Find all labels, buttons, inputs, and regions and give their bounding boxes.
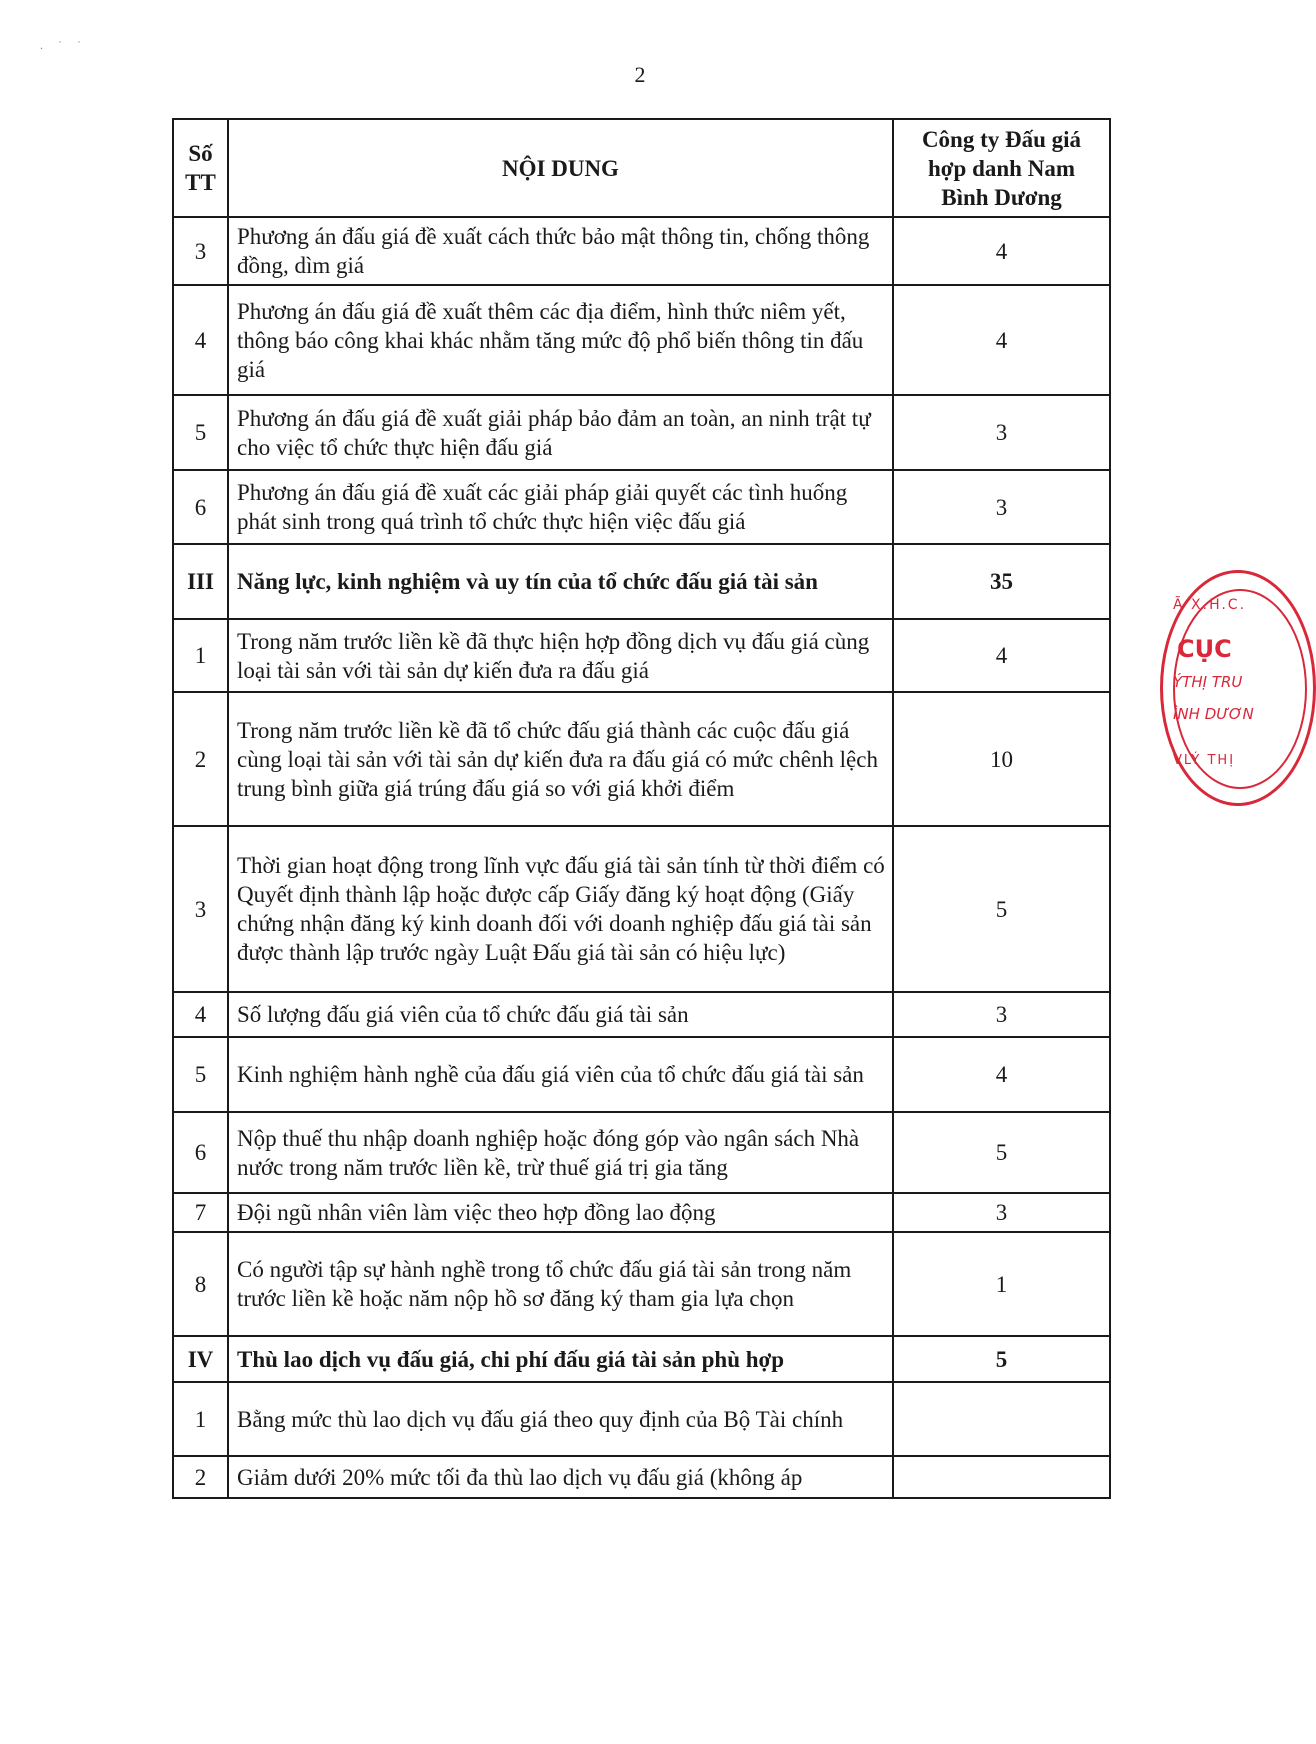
- row-stt: 6: [173, 470, 228, 544]
- table-row: [173, 1037, 1110, 1112]
- row-stt: 5: [173, 395, 228, 470]
- page-number: 2: [634, 62, 646, 87]
- row-content: Phương án đấu giá đề xuất các giải pháp giải quyết các tình huống phát sinh trong quá trình tổ chức thực hiện việc đấu giá: [228, 470, 893, 544]
- row-score: 3: [893, 470, 1110, 544]
- row-score: 4: [893, 217, 1110, 285]
- row-stt: 5: [173, 1037, 228, 1112]
- table-row: [173, 1112, 1110, 1193]
- row-stt: 4: [173, 285, 228, 395]
- row-score: [893, 1456, 1110, 1498]
- row-stt: 2: [173, 1456, 228, 1498]
- row-score: 5: [893, 1112, 1110, 1193]
- row-stt: 4: [173, 992, 228, 1037]
- row-score: 5: [893, 826, 1110, 992]
- header-score: Công ty Đấu giá hợp danh Nam Bình Dương: [893, 119, 1110, 217]
- table-row: [173, 217, 1110, 285]
- row-stt: 7: [173, 1193, 228, 1232]
- row-stt: 3: [173, 217, 228, 285]
- row-stt: 8: [173, 1232, 228, 1336]
- row-content: Bằng mức thù lao dịch vụ đấu giá theo quy định của Bộ Tài chính: [228, 1382, 893, 1456]
- row-content: Giảm dưới 20% mức tối đa thù lao dịch vụ đấu giá (không áp: [228, 1456, 893, 1498]
- seal-text: VLÝ THỊ: [1173, 753, 1236, 768]
- row-stt: 3: [173, 826, 228, 992]
- table-row: [173, 285, 1110, 395]
- row-score: [893, 1382, 1110, 1456]
- table-row: [173, 1456, 1110, 1498]
- section-row: [173, 1336, 1110, 1382]
- scan-marks: . ˙ ˙: [40, 38, 87, 52]
- row-content: Phương án đấu giá đề xuất cách thức bảo mật thông tin, chống thông đồng, dìm giá: [228, 217, 893, 285]
- row-score: 4: [893, 285, 1110, 395]
- row-content: Số lượng đấu giá viên của tổ chức đấu giá tài sản: [228, 992, 893, 1037]
- row-score: 3: [893, 395, 1110, 470]
- row-content: Kinh nghiệm hành nghề của đấu giá viên của tổ chức đấu giá tài sản: [228, 1037, 893, 1112]
- row-content: Trong năm trước liền kề đã tổ chức đấu giá thành các cuộc đấu giá cùng loại tài sản với tài sản dự kiến đưa ra đấu giá có mức chênh lệch trung bình giữa giá trúng đấu giá so với giá khởi điểm: [228, 692, 893, 826]
- row-content: Phương án đấu giá đề xuất giải pháp bảo đảm an toàn, an ninh trật tự cho việc tổ chức thực hiện đấu giá: [228, 395, 893, 470]
- row-score: 10: [893, 692, 1110, 826]
- table-row: [173, 619, 1110, 692]
- row-content: Thời gian hoạt động trong lĩnh vực đấu giá tài sản tính từ thời điểm có Quyết định thành lập hoặc được cấp Giấy đăng ký hoạt động (Giấy chứng nhận đăng ký kinh doanh đối với doanh nghiệp đấu giá tài sản được thành lập trước ngày Luật Đấu giá tài sản có hiệu lực): [228, 826, 893, 992]
- section-title: Thù lao dịch vụ đấu giá, chi phí đấu giá tài sản phù hợp: [228, 1336, 893, 1382]
- section-row: [173, 544, 1110, 619]
- row-content: Trong năm trước liền kề đã thực hiện hợp đồng dịch vụ đấu giá cùng loại tài sản với tài sản dự kiến đưa ra đấu giá: [228, 619, 893, 692]
- row-content: Nộp thuế thu nhập doanh nghiệp hoặc đóng góp vào ngân sách Nhà nước trong năm trước liền kề, trừ thuế giá trị gia tăng: [228, 1112, 893, 1193]
- table-row: [173, 395, 1110, 470]
- row-stt: 2: [173, 692, 228, 826]
- table-row: [173, 692, 1110, 826]
- section-stt: III: [173, 544, 228, 619]
- section-score: 35: [893, 544, 1110, 619]
- row-content: Có người tập sự hành nghề trong tổ chức đấu giá tài sản trong năm trước liền kề hoặc năm nộp hồ sơ đăng ký tham gia lựa chọn: [228, 1232, 893, 1336]
- table-row: [173, 992, 1110, 1037]
- table-row: [173, 470, 1110, 544]
- seal-text: Ã X.H.C.: [1173, 597, 1247, 613]
- row-score: 4: [893, 1037, 1110, 1112]
- row-score: 1: [893, 1232, 1110, 1336]
- header-content: NỘI DUNG: [228, 119, 893, 217]
- table-header-row: [173, 119, 1110, 217]
- official-seal-stamp: [1160, 570, 1316, 806]
- section-stt: IV: [173, 1336, 228, 1382]
- table-row: [173, 1193, 1110, 1232]
- table-row: [173, 1382, 1110, 1456]
- table-row: [173, 1232, 1110, 1336]
- seal-text: ÝTHỊ TRU: [1173, 673, 1243, 691]
- seal-text: CỤC: [1177, 635, 1232, 663]
- section-title: Năng lực, kinh nghiệm và uy tín của tổ chức đấu giá tài sản: [228, 544, 893, 619]
- row-score: 3: [893, 1193, 1110, 1232]
- seal-text: ÌNH DƯƠN: [1173, 705, 1254, 723]
- row-score: 4: [893, 619, 1110, 692]
- scoring-table: [172, 118, 1111, 1499]
- row-content: Đội ngũ nhân viên làm việc theo hợp đồng lao động: [228, 1193, 893, 1232]
- header-stt: Số TT: [173, 119, 228, 217]
- section-score: 5: [893, 1336, 1110, 1382]
- table-row: [173, 826, 1110, 992]
- row-content: Phương án đấu giá đề xuất thêm các địa điểm, hình thức niêm yết, thông báo công khai khác nhằm tăng mức độ phổ biến thông tin đấu giá: [228, 285, 893, 395]
- row-stt: 1: [173, 1382, 228, 1456]
- row-stt: 6: [173, 1112, 228, 1193]
- row-stt: 1: [173, 619, 228, 692]
- row-score: 3: [893, 992, 1110, 1037]
